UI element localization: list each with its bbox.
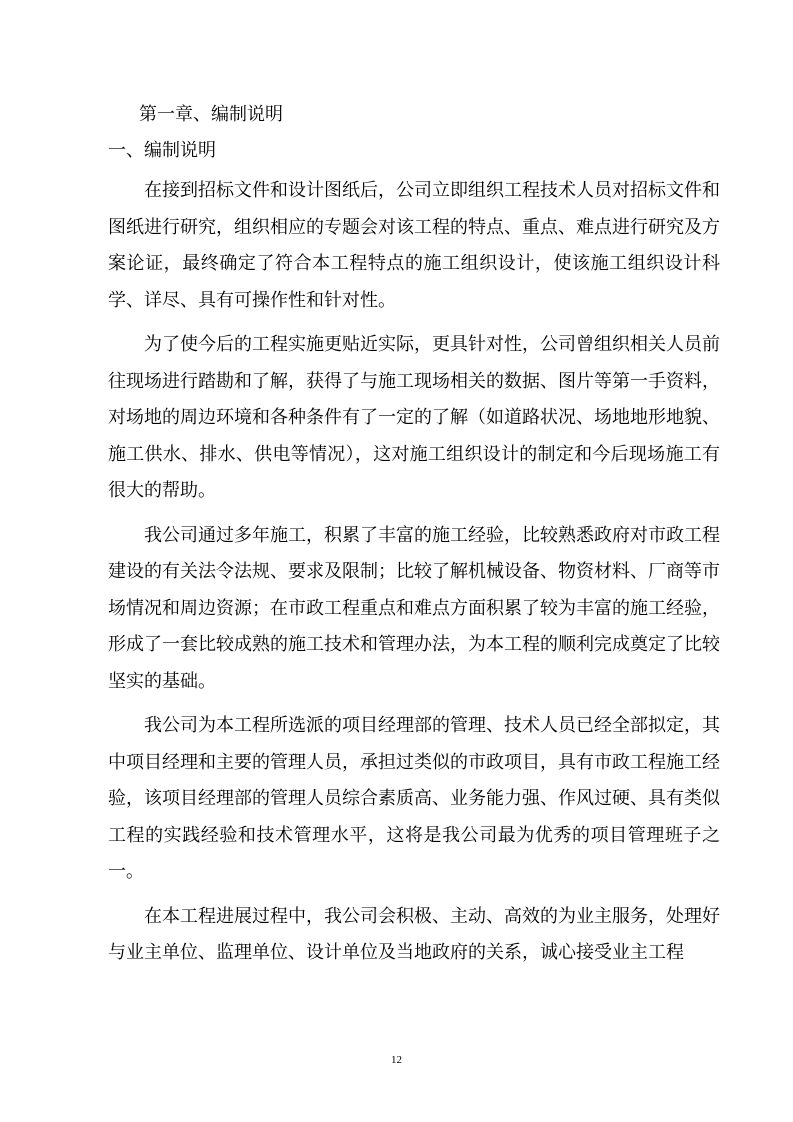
paragraph: 在本工程进展过程中，我公司会积极、主动、高效的为业主服务，处理好与业主单位、监理单位、设计单位及当地政府的关系，诚心接受业主工程 (108, 905, 720, 963)
section-title: 一、编制说明 (108, 140, 216, 161)
paragraph: 为了使今后的工程实施更贴近实际，更具针对性，公司曾组织相关人员前往现场进行踏勘和了解，获得了与施工现场相关的数据、图片等第一手资料，对场地的周边环境和各种条件有了一定的了解（如道路状况、场地地形地貌、施工供水、排水、供电等情况），这对施工组织设计的制定和今后现场施工有很大的帮助。 (108, 334, 720, 501)
chapter-title: 第一章、编制说明 (139, 104, 283, 125)
paragraph: 我公司为本工程所选派的项目经理部的管理、技术人员已经全部拟定，其中项目经理和主要的管理人员，承担过类似的市政项目，具有市政工程施工经验，该项目经理部的管理人员综合素质高、业务能力强、作风过硬、具有类似工程的实践经验和技术管理水平，这将是我公司最为优秀的项目管理班子之一。 (108, 715, 720, 882)
page-number: 12 (391, 1054, 402, 1066)
body-text (108, 173, 720, 980)
paragraph: 在接到招标文件和设计图纸后，公司立即组织工程技术人员对招标文件和图纸进行研究，组织相应的专题会对该工程的特点、重点、难点进行研究及方案论证，最终确定了符合本工程特点的施工组织设计，使该施工组织设计科学、详尽、具有可操作性和针对性。 (108, 180, 720, 311)
paragraph: 我公司通过多年施工，积累了丰富的施工经验，比较熟悉政府对市政工程建设的有关法令法规、要求及限制；比较了解机械设备、物资材料、厂商等市场情况和周边资源；在市政工程重点和难点方面积累了较为丰富的施工经验，形成了一套比较成熟的施工技术和管理办法，为本工程的顺利完成奠定了比较坚实的基础。 (108, 524, 720, 692)
